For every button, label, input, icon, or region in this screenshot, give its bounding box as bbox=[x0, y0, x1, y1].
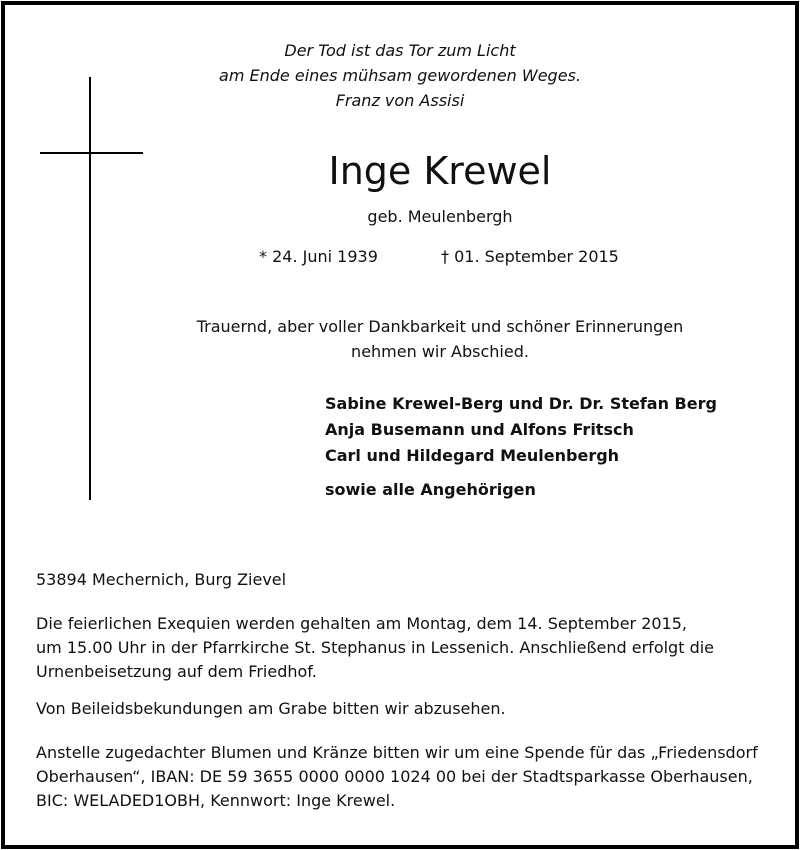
mourning-line-1: Trauernd, aber voller Dankbarkeit und schöner Erinnerungen bbox=[196, 317, 684, 336]
family-line-2: Anja Busemann und Alfons Fritsch bbox=[325, 420, 634, 439]
quote-line-1: Der Tod ist das Tor zum Licht bbox=[284, 41, 516, 60]
death-date: † 01. September 2015 bbox=[441, 247, 619, 266]
funeral-line-3: Urnenbeisetzung auf dem Friedhof. bbox=[36, 662, 317, 681]
donation-line-1: Anstelle zugedachter Blumen und Kränze bitten wir um eine Spende für das „Friedensdorf bbox=[36, 743, 758, 762]
family-line-1: Sabine Krewel-Berg und Dr. Dr. Stefan Berg bbox=[325, 394, 717, 413]
birth-name: geb. Meulenbergh bbox=[367, 207, 513, 226]
family-line-3: Carl und Hildegard Meulenbergh bbox=[325, 446, 620, 465]
donation-line-3: BIC: WELADED1OBH, Kennwort: Inge Krewel. bbox=[36, 791, 396, 810]
donation-line-2: Oberhausen“, IBAN: DE 59 3655 0000 0000 1024 00 bei der Stadtsparkasse Oberhausen, bbox=[36, 767, 753, 786]
obituary-frame bbox=[1, 1, 799, 849]
quote-author: Franz von Assisi bbox=[335, 91, 465, 110]
funeral-line-2: um 15.00 Uhr in der Pfarrkirche St. Stephanus in Lessenich. Anschließend erfolgt die bbox=[36, 638, 715, 657]
deceased-name: Inge Krewel bbox=[328, 149, 552, 193]
condolences-note: Von Beileidsbekundungen am Grabe bitten wir abzusehen. bbox=[36, 699, 506, 718]
mourning-line-2: nehmen wir Abschied. bbox=[351, 342, 529, 361]
address: 53894 Mechernich, Burg Zievel bbox=[36, 570, 287, 589]
cross-icon bbox=[89, 77, 91, 500]
birth-date: * 24. Juni 1939 bbox=[259, 247, 378, 266]
quote-line-2: am Ende eines mühsam gewordenen Weges. bbox=[219, 66, 581, 85]
relatives-line: sowie alle Angehörigen bbox=[325, 480, 536, 499]
funeral-line-1: Die feierlichen Exequien werden gehalten am Montag, dem 14. September 2015, bbox=[36, 614, 688, 633]
